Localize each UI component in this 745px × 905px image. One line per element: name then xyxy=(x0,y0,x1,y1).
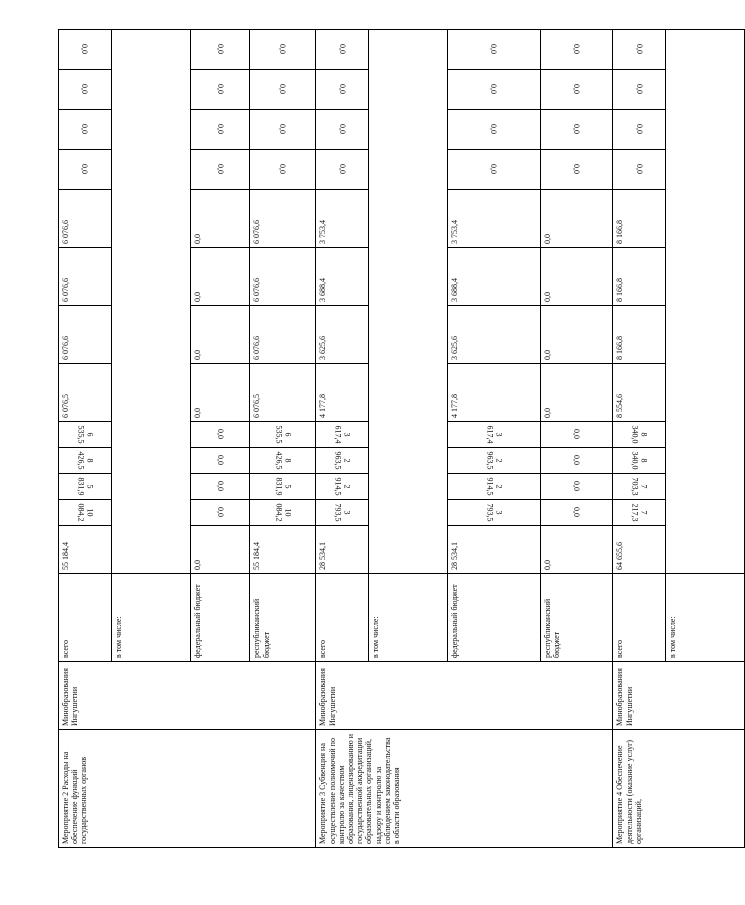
year-value-cell xyxy=(250,448,316,474)
funding-source-cell: в том числе: xyxy=(666,574,745,662)
zero-value: 0,0 xyxy=(489,44,499,55)
zero-value-cell xyxy=(250,70,316,110)
zero-value-cell xyxy=(316,150,369,190)
year-value-cell: 4 177,8 xyxy=(316,364,369,422)
zero-value: 0,0 xyxy=(278,124,288,135)
year-value-cell xyxy=(448,422,540,448)
zero-value-cell xyxy=(448,30,540,70)
year-value-cell xyxy=(448,500,540,526)
zero-value: 0,0 xyxy=(215,164,225,175)
zero-value: 0,0 xyxy=(634,164,644,175)
total-cell: 28 534,1 xyxy=(448,526,540,574)
zero-value: 0,0 xyxy=(215,84,225,95)
total-cell: 0,0 xyxy=(540,526,613,574)
year-value-cell xyxy=(613,500,666,526)
year-value: 0,0 xyxy=(572,429,582,440)
year-value-cell xyxy=(448,448,540,474)
year-value-cell xyxy=(250,422,316,448)
year-value-cell: 0,0 xyxy=(190,306,249,364)
zero-value: 0,0 xyxy=(215,44,225,55)
measure-name-cell: Мероприятие 2 Расходы на обеспечение функций государственных органов xyxy=(59,730,316,848)
zero-value: 0,0 xyxy=(337,164,347,175)
zero-value: 0,0 xyxy=(215,124,225,135)
year-value-cell xyxy=(540,422,613,448)
year-value: 0,0 xyxy=(572,507,582,518)
year-value-cell: 8 554,6 xyxy=(613,364,666,422)
year-value-cell xyxy=(250,474,316,500)
zero-value: 0,0 xyxy=(278,164,288,175)
year-value: 0,0 xyxy=(572,455,582,466)
year-value-cell: 6 076,6 xyxy=(59,190,112,248)
total-cell: 0,0 xyxy=(190,526,249,574)
zero-value: 0,0 xyxy=(572,124,582,135)
funding-source-cell: в том числе: xyxy=(369,574,448,662)
zero-value: 0,0 xyxy=(278,84,288,95)
year-value-cell: 3 753,4 xyxy=(316,190,369,248)
year-value: 6 535,5 xyxy=(273,425,293,444)
funding-source-cell: республиканский бюджет xyxy=(250,574,316,662)
year-value-cell: 8 166,8 xyxy=(613,306,666,364)
year-value-cell: 3 688,4 xyxy=(448,248,540,306)
year-value: 0,0 xyxy=(572,481,582,492)
year-value-cell: 8 166,8 xyxy=(613,190,666,248)
zero-value-cell xyxy=(613,150,666,190)
zero-value: 0,0 xyxy=(337,84,347,95)
zero-value-cell xyxy=(540,30,613,70)
zero-value-cell xyxy=(540,110,613,150)
zero-value-cell xyxy=(59,70,112,110)
zero-value-cell xyxy=(59,30,112,70)
year-value-cell xyxy=(613,422,666,448)
year-value-cell xyxy=(316,422,369,448)
year-value: 3 617,4 xyxy=(333,425,352,444)
year-value-cell: 6 076,6 xyxy=(59,306,112,364)
zero-value-cell xyxy=(613,70,666,110)
funding-source-cell: республиканский бюджет xyxy=(540,574,613,662)
year-value: 8 340,0 xyxy=(630,451,649,470)
zero-value: 0,0 xyxy=(489,124,499,135)
year-value-cell: 3 625,6 xyxy=(448,306,540,364)
year-value-cell xyxy=(59,422,112,448)
year-value: 2 914,5 xyxy=(333,477,352,496)
year-value: 3 793,5 xyxy=(333,503,352,522)
year-value: 8 426,5 xyxy=(273,451,293,470)
zero-value: 0,0 xyxy=(80,44,90,55)
year-value-cell: 0,0 xyxy=(190,364,249,422)
year-value-cell xyxy=(540,500,613,526)
year-value: 8 426,5 xyxy=(75,451,95,470)
budget-table xyxy=(58,29,745,848)
year-value-cell xyxy=(316,500,369,526)
zero-value: 0,0 xyxy=(278,44,288,55)
table-row xyxy=(316,30,369,848)
funding-source-cell: всего xyxy=(613,574,666,662)
zero-value: 0,0 xyxy=(80,124,90,135)
year-value: 10 084,2 xyxy=(273,503,293,522)
zero-value-cell xyxy=(250,30,316,70)
year-value-cell: 6 076,6 xyxy=(59,248,112,306)
year-value-cell xyxy=(613,474,666,500)
year-value: 10 084,2 xyxy=(75,503,95,522)
executor-cell: Минобразования Ингушетии xyxy=(59,662,316,730)
zero-value-cell xyxy=(540,150,613,190)
zero-value: 0,0 xyxy=(572,44,582,55)
year-value-cell: 0,0 xyxy=(190,248,249,306)
zero-value-cell xyxy=(250,150,316,190)
executor-cell: Минобразования Ингушетии xyxy=(613,662,745,730)
zero-value-cell xyxy=(190,150,249,190)
year-value-cell xyxy=(59,448,112,474)
year-value: 5 831,9 xyxy=(75,477,95,496)
year-value: 0,0 xyxy=(215,455,225,466)
year-value-cell xyxy=(190,448,249,474)
zero-value-cell xyxy=(540,70,613,110)
year-value-cell: 6 076,5 xyxy=(250,364,316,422)
year-value-cell: 3 753,4 xyxy=(448,190,540,248)
year-value-cell: 3 625,6 xyxy=(316,306,369,364)
zero-value-cell xyxy=(190,30,249,70)
funding-source-cell: федеральный бюджет xyxy=(190,574,249,662)
zero-value: 0,0 xyxy=(634,124,644,135)
year-value: 0,0 xyxy=(215,507,225,518)
zero-value: 0,0 xyxy=(572,164,582,175)
year-value-cell xyxy=(448,474,540,500)
rotated-table-wrapper xyxy=(58,29,678,848)
zero-value: 0,0 xyxy=(80,84,90,95)
year-value-cell xyxy=(316,474,369,500)
empty-cell xyxy=(369,30,448,574)
zero-value: 0,0 xyxy=(489,84,499,95)
funding-source-cell: всего xyxy=(316,574,369,662)
year-value-cell: 0,0 xyxy=(190,190,249,248)
funding-source-cell: федеральный бюджет xyxy=(448,574,540,662)
year-value: 3 617,4 xyxy=(485,425,504,444)
zero-value: 0,0 xyxy=(337,124,347,135)
zero-value: 0,0 xyxy=(634,44,644,55)
year-value-cell: 3 688,4 xyxy=(316,248,369,306)
funding-source-cell: в том числе: xyxy=(111,574,190,662)
year-value: 8 340,0 xyxy=(630,425,649,444)
zero-value-cell xyxy=(316,110,369,150)
measure-name-cell: Мероприятие 3 Субвенция на осуществление полномочий по контролю за качеством образования, лицензированию и государственной аккредитации образовательных организаций, надзору и контролю за соблюдением законодательства в области образования xyxy=(316,730,613,848)
year-value-cell xyxy=(540,448,613,474)
zero-value: 0,0 xyxy=(80,164,90,175)
zero-value-cell xyxy=(59,110,112,150)
year-value-cell: 6 076,6 xyxy=(250,306,316,364)
year-value: 0,0 xyxy=(215,429,225,440)
year-value-cell: 0,0 xyxy=(540,248,613,306)
zero-value: 0,0 xyxy=(337,44,347,55)
zero-value-cell xyxy=(613,30,666,70)
year-value-cell: 0,0 xyxy=(540,190,613,248)
year-value-cell xyxy=(190,422,249,448)
zero-value-cell xyxy=(448,150,540,190)
empty-cell xyxy=(666,30,745,574)
year-value: 7 217,3 xyxy=(630,503,649,522)
year-value-cell: 8 166,8 xyxy=(613,248,666,306)
zero-value: 0,0 xyxy=(634,84,644,95)
year-value: 0,0 xyxy=(215,481,225,492)
year-value-cell xyxy=(190,474,249,500)
year-value: 7 703,3 xyxy=(630,477,649,496)
year-value: 6 535,5 xyxy=(75,425,95,444)
year-value-cell xyxy=(250,500,316,526)
year-value-cell xyxy=(190,500,249,526)
zero-value: 0,0 xyxy=(572,84,582,95)
table-row xyxy=(59,30,112,848)
year-value-cell: 4 177,8 xyxy=(448,364,540,422)
year-value-cell: 6 076,5 xyxy=(59,364,112,422)
total-cell: 28 534,1 xyxy=(316,526,369,574)
zero-value: 0,0 xyxy=(489,164,499,175)
year-value-cell: 0,0 xyxy=(540,306,613,364)
zero-value-cell xyxy=(613,110,666,150)
empty-cell xyxy=(111,30,190,574)
total-cell: 55 184,4 xyxy=(250,526,316,574)
year-value-cell: 0,0 xyxy=(540,364,613,422)
total-cell: 55 184,4 xyxy=(59,526,112,574)
year-value: 5 831,9 xyxy=(273,477,293,496)
year-value-cell xyxy=(316,448,369,474)
year-value: 2 963,5 xyxy=(485,451,504,470)
table-row xyxy=(613,30,666,848)
zero-value-cell xyxy=(250,110,316,150)
zero-value-cell xyxy=(190,110,249,150)
year-value-cell xyxy=(59,474,112,500)
year-value-cell xyxy=(59,500,112,526)
zero-value-cell xyxy=(448,70,540,110)
year-value: 2 963,5 xyxy=(333,451,352,470)
executor-cell: Минобразования Ингушетии xyxy=(316,662,613,730)
year-value-cell xyxy=(613,448,666,474)
year-value-cell: 6 076,6 xyxy=(250,248,316,306)
measure-name-cell: Мероприятие 4 Обеспечение деятельности (оказание услуг) организаций, xyxy=(613,730,745,848)
zero-value-cell xyxy=(316,70,369,110)
total-cell: 64 655,6 xyxy=(613,526,666,574)
zero-value-cell xyxy=(448,110,540,150)
funding-source-cell: всего xyxy=(59,574,112,662)
year-value-cell xyxy=(540,474,613,500)
zero-value-cell xyxy=(59,150,112,190)
zero-value-cell xyxy=(190,70,249,110)
year-value: 2 914,5 xyxy=(485,477,504,496)
year-value-cell: 6 076,6 xyxy=(250,190,316,248)
year-value: 3 793,5 xyxy=(485,503,504,522)
zero-value-cell xyxy=(316,30,369,70)
